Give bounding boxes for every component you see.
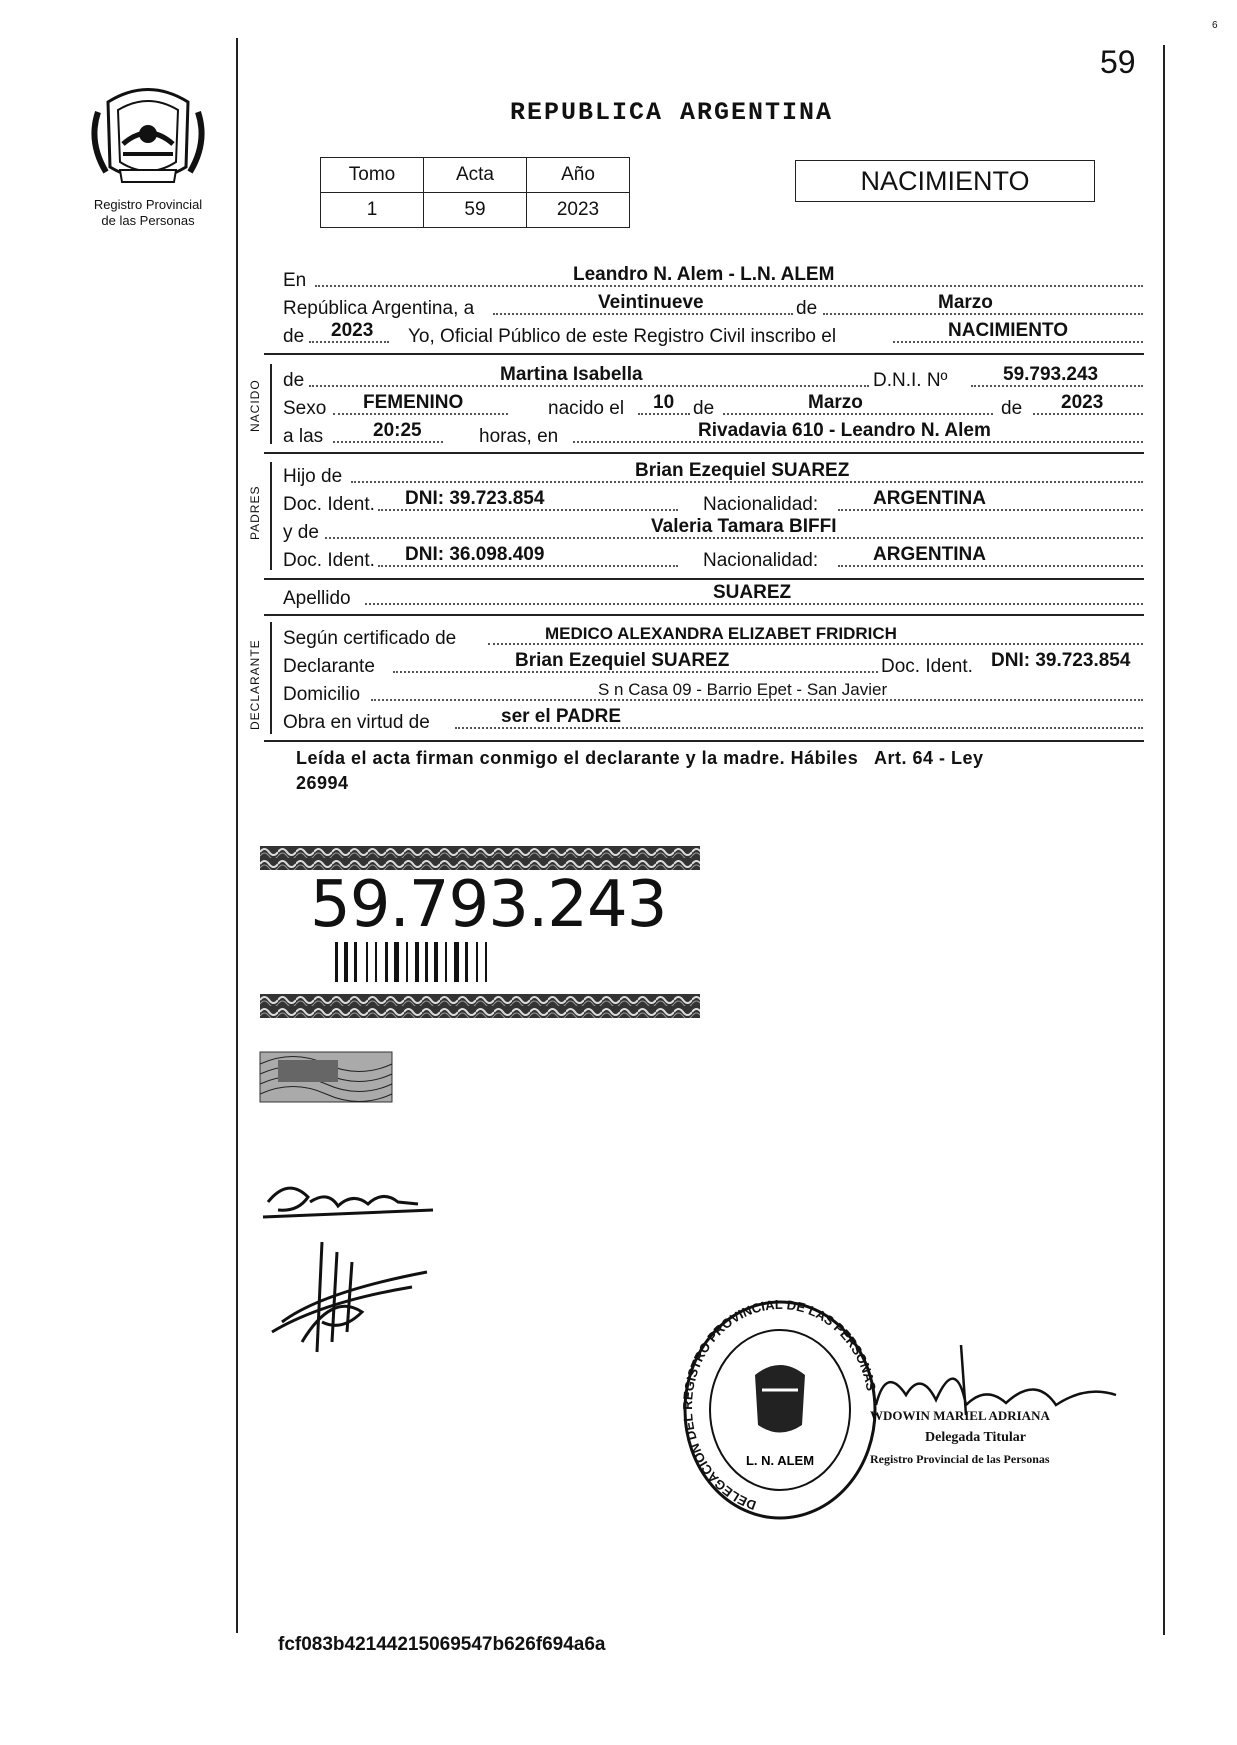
- dni-sticker-number: 59.793.243: [310, 868, 667, 942]
- value-mother-nationality: ARGENTINA: [873, 544, 986, 565]
- record-type-box: NACIMIENTO: [795, 160, 1095, 202]
- row-father-doc: [283, 490, 1143, 516]
- section-divider: [264, 614, 1144, 616]
- barcode-bar: [375, 942, 377, 982]
- row-mother-doc: [283, 546, 1143, 572]
- label-father-nationality: Nacionalidad:: [703, 494, 819, 515]
- volume-table: [320, 157, 630, 228]
- label-y-de: y de: [283, 522, 319, 543]
- label-mother-doc: Doc. Ident.: [283, 550, 375, 571]
- side-label-padres: PADRES: [248, 485, 262, 540]
- official-seal-icon: [680, 1295, 880, 1525]
- label-de-birth-month: de: [693, 398, 715, 419]
- barcode-bar: [366, 942, 368, 982]
- right-margin-line: [1163, 45, 1165, 1635]
- label-apellido: Apellido: [283, 588, 351, 609]
- label-declarant-doc: Doc. Ident.: [881, 656, 973, 677]
- security-pattern-top: [260, 846, 700, 870]
- page-title: REPUBLICA ARGENTINA: [510, 98, 834, 127]
- seal-text: DELEGACION DEL REGISTRO PROVINCIAL DE LAS PERSONAS: [680, 1296, 879, 1513]
- value-father-nationality: ARGENTINA: [873, 488, 986, 509]
- corner-mark: 6: [1212, 20, 1218, 31]
- value-acta: 59: [424, 193, 527, 228]
- value-act-type: NACIMIENTO: [948, 320, 1068, 341]
- value-month: Marzo: [938, 292, 993, 313]
- signatory-block: [870, 1408, 1130, 1467]
- side-label-declarante: DECLARANTE: [248, 639, 262, 730]
- barcode-bar: [354, 942, 357, 982]
- row-father-name: [283, 462, 1143, 488]
- barcode-bar: [425, 942, 428, 982]
- signatory-office: Registro Provincial de las Personas: [870, 1452, 1050, 1466]
- page-number: 59: [1100, 44, 1136, 80]
- value-birth-place: Rivadavia 610 - Leandro N. Alem: [698, 420, 991, 441]
- row-sex-birth: [283, 394, 1143, 420]
- dni-sticker: [260, 846, 700, 1026]
- value-acting-as: ser el PADRE: [501, 706, 622, 727]
- value-declarant-doc: DNI: 39.723.854: [991, 650, 1131, 671]
- section-divider: [264, 353, 1144, 355]
- hologram-icon: [258, 1044, 396, 1106]
- barcode-bar: [445, 942, 447, 982]
- value-sex: FEMENINO: [363, 392, 464, 413]
- signatory-name: WDOWIN MARIEL ADRIANA: [870, 1408, 1050, 1423]
- label-en: En: [283, 270, 307, 291]
- label-domicilio: Domicilio: [283, 684, 361, 705]
- value-child-dni: 59.793.243: [1003, 364, 1099, 385]
- barcode-bar: [465, 942, 468, 982]
- seal-center-text: L. N. ALEM: [745, 1453, 815, 1468]
- section-divider: [264, 578, 1144, 580]
- value-birth-month: Marzo: [808, 392, 863, 413]
- value-year: 2023: [331, 320, 374, 341]
- value-day-words: Veintinueve: [598, 292, 704, 313]
- value-ano: 2023: [527, 193, 630, 228]
- row-declarant: [283, 652, 1143, 678]
- label-a-las: a las: [283, 426, 324, 447]
- registry-caption-line2: de las Personas: [101, 213, 195, 228]
- barcode-bar: [394, 942, 399, 982]
- row-acting-as: [283, 708, 1143, 734]
- declarant-signature: [258, 1172, 438, 1222]
- label-hijo-de: Hijo de: [283, 466, 343, 487]
- barcode-bar: [476, 942, 478, 982]
- label-de-name: de: [283, 370, 305, 391]
- header-ano: Año: [527, 158, 630, 193]
- value-birth-year: 2023: [1061, 392, 1104, 413]
- row-surname: [283, 584, 1143, 610]
- closing-note-line2: 26994: [296, 773, 349, 793]
- row-address: [283, 680, 1143, 706]
- value-tomo: 1: [321, 193, 424, 228]
- security-pattern-bottom: [260, 994, 700, 1018]
- label-horas-en: horas, en: [479, 426, 559, 447]
- header-acta: Acta: [424, 158, 527, 193]
- value-certificate-by: MEDICO ALEXANDRA ELIZABET FRIDRICH: [545, 624, 897, 643]
- value-father-doc: DNI: 39.723.854: [405, 488, 545, 509]
- left-margin-line: [236, 38, 238, 1633]
- label-sexo: Sexo: [283, 398, 327, 419]
- value-father-name: Brian Ezequiel SUAREZ: [635, 460, 850, 481]
- closing-note-line1: Leída el acta firman conmigo el declarante y la madre. Hábiles Art. 64 - Ley: [296, 748, 984, 768]
- label-father-doc: Doc. Ident.: [283, 494, 375, 515]
- label-declarante: Declarante: [283, 656, 375, 677]
- barcode-bar: [385, 942, 388, 982]
- value-mother-name: Valeria Tamara BIFFI: [651, 516, 837, 537]
- signatory-role: Delegada Titular: [925, 1430, 1026, 1445]
- section-bracket-padres: [270, 462, 272, 570]
- value-birth-time: 20:25: [373, 420, 422, 441]
- row-certificate: [283, 624, 1143, 650]
- label-de-year: de: [283, 326, 305, 347]
- value-child-name: Martina Isabella: [500, 364, 643, 385]
- value-surname: SUAREZ: [713, 582, 792, 603]
- row-date: [283, 294, 1143, 320]
- section-bracket-declarante: [270, 622, 272, 734]
- value-mother-doc: DNI: 36.098.409: [405, 544, 545, 565]
- registry-logo: [78, 82, 218, 229]
- label-mother-nationality: Nacionalidad:: [703, 550, 819, 571]
- mother-signature: [262, 1232, 442, 1362]
- barcode-bar: [485, 942, 487, 982]
- row-birth-time-place: [283, 422, 1143, 448]
- section-bracket-nacido: [270, 364, 272, 444]
- label-nacido-el: nacido el: [548, 398, 625, 419]
- value-address: S n Casa 09 - Barrio Epet - San Javier: [598, 680, 888, 699]
- barcode-bar: [335, 942, 338, 982]
- barcode-bar: [344, 942, 348, 982]
- label-republica: República Argentina, a: [283, 298, 475, 319]
- barcode-bar: [434, 942, 438, 982]
- barcode-bar: [454, 942, 459, 982]
- section-divider: [264, 740, 1144, 742]
- row-mother-name: [283, 518, 1143, 544]
- row-child-name: [283, 366, 1143, 392]
- side-label-nacido: NACIDO: [248, 379, 262, 432]
- header-tomo: Tomo: [321, 158, 424, 193]
- label-dni: D.N.I. Nº: [873, 370, 948, 391]
- label-oficial: Yo, Oficial Público de este Registro Civil inscribo el: [408, 326, 837, 347]
- barcode-bar: [406, 942, 408, 982]
- closing-note: [296, 746, 1156, 796]
- barcode-icon: [335, 942, 575, 982]
- section-divider: [264, 452, 1144, 454]
- row-place: [283, 266, 1143, 292]
- value-place: Leandro N. Alem - L.N. ALEM: [573, 264, 835, 285]
- barcode-bar: [415, 942, 419, 982]
- label-obra: Obra en virtud de: [283, 712, 430, 733]
- label-segun: Según certificado de: [283, 628, 457, 649]
- value-birth-day: 10: [653, 392, 675, 413]
- document-hash: fcf083b42144215069547b626f694a6a: [278, 1634, 606, 1655]
- registry-caption-line1: Registro Provincial: [93, 197, 203, 212]
- label-de-month: de: [796, 298, 818, 319]
- value-declarant: Brian Ezequiel SUAREZ: [515, 650, 730, 671]
- provincial-crest-icon: [78, 82, 218, 192]
- label-de-birth-year: de: [1001, 398, 1023, 419]
- row-year: [283, 322, 1143, 348]
